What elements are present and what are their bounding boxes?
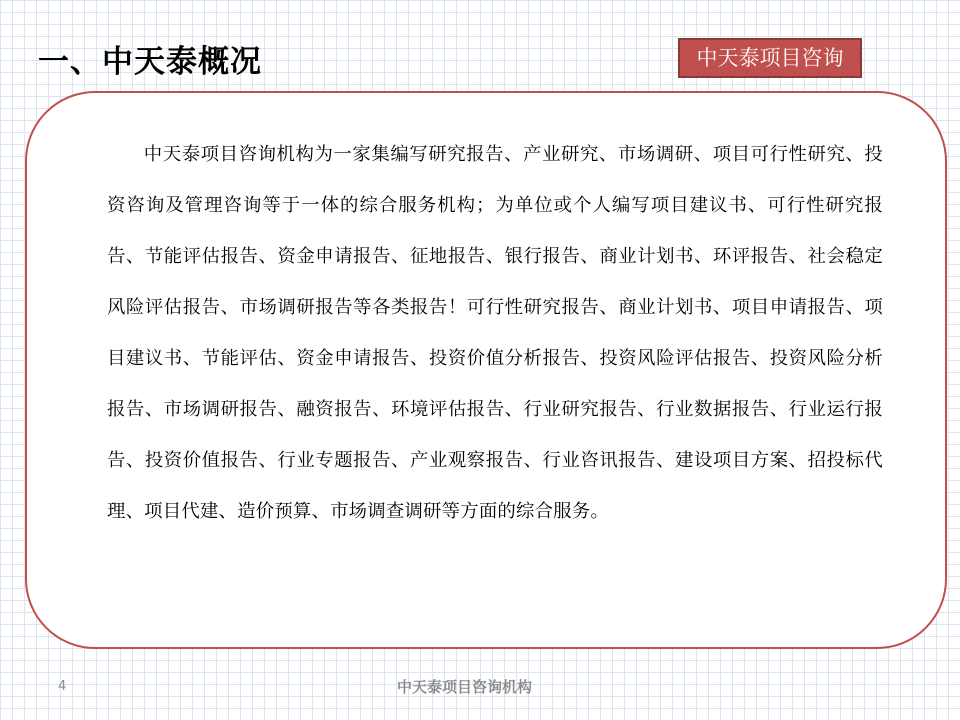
brand-badge: 中天泰项目咨询: [678, 38, 862, 78]
slide-title: 一、中天泰概况: [38, 44, 262, 80]
intro-paragraph: 中天泰项目咨询机构为一家集编写研究报告、产业研究、市场调研、项目可行性研究、投资咨询及管理咨询等于一体的综合服务机构；为单位或个人编写项目建议书、可行性研究报告、节能评估报告、资金申请报告、征地报告、银行报告、商业计划书、环评报告、社会稳定风险评估报告、市场调研报告等各类报告！可行性研究报告、商业计划书、项目申请报告、项目建议书、节能评估、资金申请报告、投资价值分析报告、投资风险评估报告、投资风险分析报告、市场调研报告、融资报告、环境评估报告、行业研究报告、行业数据报告、行业运行报告、投资价值报告、行业专题报告、产业观察报告、行业咨讯报告、建设项目方案、招投标代理、项目代建、造价预算、市场调查调研等方面的综合服务。: [107, 144, 883, 522]
page-number: 4: [58, 679, 67, 694]
footer-organization: 中天泰项目咨询机构: [397, 678, 533, 696]
